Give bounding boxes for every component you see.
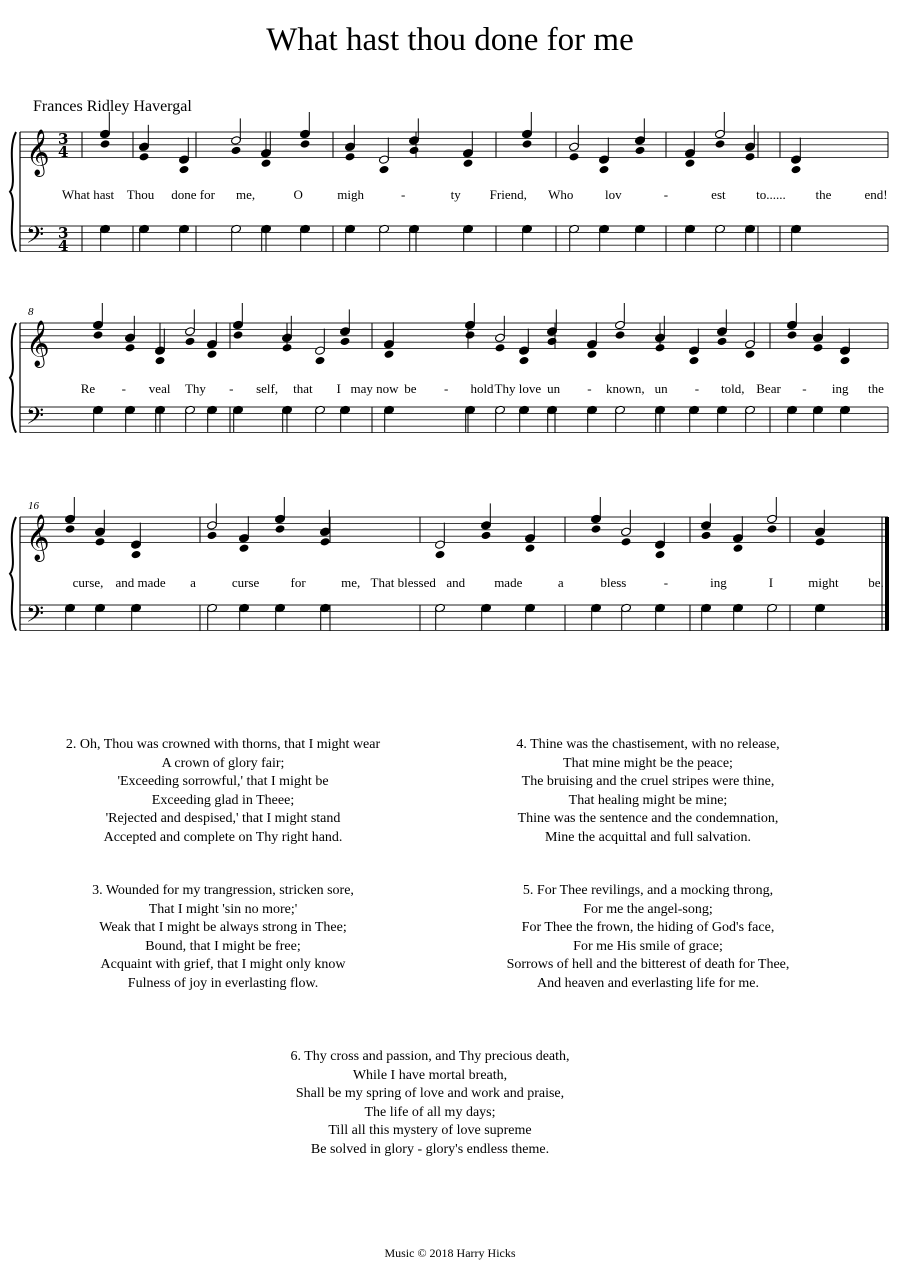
verse-line: That mine might be the peace; bbox=[563, 755, 733, 771]
note-head bbox=[813, 343, 824, 353]
lyric-syllable: Bear bbox=[756, 381, 781, 396]
note-head bbox=[495, 343, 506, 353]
score-system bbox=[10, 303, 888, 435]
lyric-syllable: I bbox=[768, 575, 774, 590]
lyric-syllable: migh bbox=[337, 187, 365, 202]
verse-3 bbox=[28, 882, 418, 993]
note-head bbox=[95, 537, 106, 547]
note-head bbox=[655, 343, 666, 353]
brace bbox=[10, 323, 16, 433]
bass-clef-icon: 𝄢 bbox=[26, 600, 45, 634]
lyric-syllable: - bbox=[444, 381, 449, 396]
lyric-syllable: - bbox=[229, 381, 234, 396]
note-head bbox=[689, 356, 700, 366]
verse-5 bbox=[458, 882, 838, 993]
lyric-syllable: - bbox=[663, 575, 669, 590]
verse-2 bbox=[28, 736, 418, 847]
lyric-syllable: to...... bbox=[756, 187, 786, 202]
verse-line: 4. Thine was the chastisement, with no release, bbox=[516, 737, 780, 752]
page-title: What hast thou done for me bbox=[266, 22, 634, 58]
verse-line: The life of all my days; bbox=[364, 1104, 496, 1120]
measure-number: 8 bbox=[28, 306, 34, 318]
lyric-syllable: may now bbox=[350, 381, 399, 396]
lyric-syllable: curse, bbox=[72, 575, 104, 590]
lyric-syllable: ing bbox=[831, 381, 849, 396]
treble-clef-icon: 𝄞 bbox=[26, 514, 50, 561]
note-head bbox=[207, 349, 218, 359]
lyric-syllable: ing bbox=[710, 575, 727, 590]
verse-line: Sorrows of hell and the bitterest of death for Thee, bbox=[506, 957, 790, 972]
lyric-syllable: Thy love bbox=[494, 381, 542, 396]
note-head bbox=[384, 349, 395, 359]
verse-line: And heaven and everlasting life for me. bbox=[537, 975, 759, 991]
note-head bbox=[315, 356, 326, 366]
lyric-syllable: for bbox=[290, 575, 306, 590]
note-head bbox=[840, 356, 851, 366]
note-head bbox=[465, 330, 476, 340]
verse-line: 'Rejected and despised,' that I might stand bbox=[105, 811, 341, 826]
note-head bbox=[345, 152, 356, 162]
lyric-syllable: O bbox=[293, 187, 303, 202]
verse-line: 5. For Thee revilings, and a mocking throng, bbox=[522, 883, 774, 898]
lyric-syllable: Re bbox=[80, 381, 96, 396]
note-head bbox=[320, 537, 331, 547]
note-head bbox=[685, 158, 696, 168]
verse-line: While I have mortal breath, bbox=[352, 1067, 508, 1083]
note-head bbox=[599, 165, 610, 175]
note-head bbox=[207, 531, 218, 541]
note-head bbox=[282, 343, 293, 353]
time-signature: 4 bbox=[58, 143, 69, 161]
note-head bbox=[519, 356, 530, 366]
note-head bbox=[525, 543, 536, 553]
lyric-syllable: Thou bbox=[126, 187, 155, 202]
verse-line: Shall be my spring of love and work and praise, bbox=[295, 1086, 565, 1101]
time-signature: 3 bbox=[58, 130, 69, 148]
note-head bbox=[715, 139, 726, 149]
treble-clef-icon: 𝄞 bbox=[26, 320, 50, 367]
lyric-syllable: - bbox=[802, 381, 807, 396]
lyric-syllable: self, bbox=[256, 381, 279, 396]
note-head bbox=[125, 343, 136, 353]
lyric-syllable: hold bbox=[470, 381, 494, 396]
brace bbox=[10, 517, 16, 631]
note-head bbox=[701, 531, 712, 541]
verse-line: Be solved in glory - glory's endless theme. bbox=[310, 1141, 550, 1157]
note-head bbox=[185, 337, 196, 347]
treble-clef-icon: 𝄞 bbox=[26, 129, 50, 176]
lyric-syllable: and made bbox=[115, 575, 166, 590]
verse-line: For Thee the frown, the hiding of God's face, bbox=[521, 920, 775, 935]
lyric-syllable: est bbox=[711, 187, 726, 202]
lyric-syllable: might bbox=[808, 575, 839, 590]
note-head bbox=[379, 165, 390, 175]
lyric-syllable: the bbox=[815, 187, 832, 202]
verse-line: That healing might be mine; bbox=[568, 792, 728, 808]
lyric-syllable: bless bbox=[600, 575, 627, 590]
note-head bbox=[231, 146, 242, 156]
note-head bbox=[745, 349, 756, 359]
lyric-syllable: made bbox=[494, 575, 523, 590]
lyric-syllable: lov bbox=[605, 187, 622, 202]
measure-number: 16 bbox=[28, 500, 39, 512]
note-head bbox=[569, 152, 580, 162]
lyric-syllable: a bbox=[190, 575, 196, 590]
note-head bbox=[522, 139, 533, 149]
note-head bbox=[547, 337, 558, 347]
note-head bbox=[717, 337, 728, 347]
verse-line: 'Exceeding sorrowful,' that I might be bbox=[117, 774, 329, 789]
verse-line: That I might 'sin no more;' bbox=[148, 901, 298, 917]
verse-line: Thine was the sentence and the condemnation, bbox=[517, 811, 779, 826]
note-head bbox=[787, 330, 798, 340]
note-head bbox=[155, 356, 166, 366]
lyric-syllable: un bbox=[547, 381, 561, 396]
note-head bbox=[139, 152, 150, 162]
lyric-syllable: Who bbox=[548, 187, 574, 202]
verse-line: For me the angel-song; bbox=[583, 901, 713, 917]
note-head bbox=[587, 349, 598, 359]
score-system bbox=[10, 112, 888, 255]
lyric-syllable: That blessed bbox=[370, 575, 436, 590]
verse-line: Mine the acquittal and full salvation. bbox=[544, 829, 752, 845]
note-head bbox=[131, 550, 142, 560]
verse-line: A crown of glory fair; bbox=[161, 755, 285, 771]
lyric-syllable: me, bbox=[341, 575, 361, 590]
note-head bbox=[767, 524, 778, 534]
final-barline bbox=[885, 517, 889, 631]
note-head bbox=[340, 337, 351, 347]
verse-line: 3. Wounded for my trangression, stricken sore, bbox=[92, 883, 354, 898]
lyric-syllable: - bbox=[694, 381, 700, 396]
lyric-syllable: veal bbox=[148, 381, 171, 396]
lyric-syllable: - bbox=[587, 381, 592, 396]
verse-4 bbox=[458, 736, 838, 847]
note-head bbox=[745, 152, 756, 162]
verse-line: Acquaint with grief, that I might only know bbox=[100, 957, 346, 972]
time-signature: 4 bbox=[58, 237, 69, 255]
note-head bbox=[65, 524, 76, 534]
lyric-syllable: a bbox=[557, 575, 564, 590]
poet-credit: Frances Ridley Havergal bbox=[33, 98, 192, 115]
verse-line: Weak that I might be always strong in Thee; bbox=[99, 920, 347, 935]
lyric-syllable: me, bbox=[236, 187, 256, 202]
lyric-syllable: the bbox=[868, 381, 884, 396]
note-head bbox=[621, 537, 632, 547]
verse-6 bbox=[230, 1048, 630, 1159]
note-head bbox=[463, 158, 474, 168]
note-head bbox=[275, 524, 286, 534]
lyric-syllable: that bbox=[293, 381, 313, 396]
bass-clef-icon: 𝄢 bbox=[26, 221, 45, 255]
verse-line: 6. Thy cross and passion, and Thy precious death, bbox=[290, 1049, 570, 1064]
note-head bbox=[261, 158, 272, 168]
verse-line: For me His smile of grace; bbox=[573, 938, 723, 954]
note-head bbox=[435, 550, 446, 560]
lyric-syllable: curse bbox=[231, 575, 260, 590]
verse-line: 2. Oh, Thou was crowned with thorns, that I might wear bbox=[65, 737, 381, 752]
note-head bbox=[300, 139, 311, 149]
time-signature: 3 bbox=[58, 224, 69, 242]
note-head bbox=[635, 146, 646, 156]
lyric-syllable: done for bbox=[171, 187, 215, 202]
lyric-syllable: ty bbox=[450, 187, 461, 202]
note-head bbox=[179, 165, 190, 175]
lyric-syllable: I bbox=[336, 381, 341, 396]
note-head bbox=[591, 524, 602, 534]
lyric-syllable: Thy bbox=[184, 381, 206, 396]
note-head bbox=[615, 330, 626, 340]
note-head bbox=[93, 330, 104, 340]
note-head bbox=[481, 531, 492, 541]
lyric-syllable: - bbox=[121, 381, 126, 396]
lyric-syllable: What hast bbox=[61, 187, 115, 202]
lyric-syllable: - bbox=[663, 187, 669, 202]
note-head bbox=[233, 330, 244, 340]
verse-line: Fulness of joy in everlasting flow. bbox=[127, 975, 319, 991]
lyric-syllable: be bbox=[404, 381, 417, 396]
verse-line: Accepted and complete on Thy right hand. bbox=[103, 829, 343, 845]
lyric-syllable: - bbox=[401, 187, 406, 202]
lyric-syllable: and bbox=[446, 575, 466, 590]
score-system bbox=[10, 497, 889, 633]
verse-line: The bruising and the cruel stripes were thine, bbox=[521, 774, 775, 789]
lyric-syllable: un bbox=[654, 381, 668, 396]
lyric-syllable: be. bbox=[868, 575, 884, 590]
note-head bbox=[655, 550, 666, 560]
verse-line: Till all this mystery of love supreme bbox=[328, 1123, 532, 1138]
lyric-syllable: known, bbox=[605, 381, 645, 396]
lyric-syllable: Friend, bbox=[489, 187, 527, 202]
note-head bbox=[100, 139, 111, 149]
verse-line: Exceeding glad in Theee; bbox=[151, 792, 295, 808]
note-head bbox=[409, 146, 420, 156]
note-head bbox=[239, 543, 250, 553]
note-head bbox=[733, 543, 744, 553]
lyric-syllable: end! bbox=[864, 187, 888, 202]
verse-line: Bound, that I might be free; bbox=[145, 938, 301, 954]
copyright-notice: Music © 2018 Harry Hicks bbox=[384, 1246, 516, 1260]
bass-clef-icon: 𝄢 bbox=[26, 402, 45, 436]
brace bbox=[10, 132, 16, 252]
lyric-syllable: told, bbox=[720, 381, 745, 396]
note-head bbox=[815, 537, 826, 547]
note-head bbox=[791, 165, 802, 175]
